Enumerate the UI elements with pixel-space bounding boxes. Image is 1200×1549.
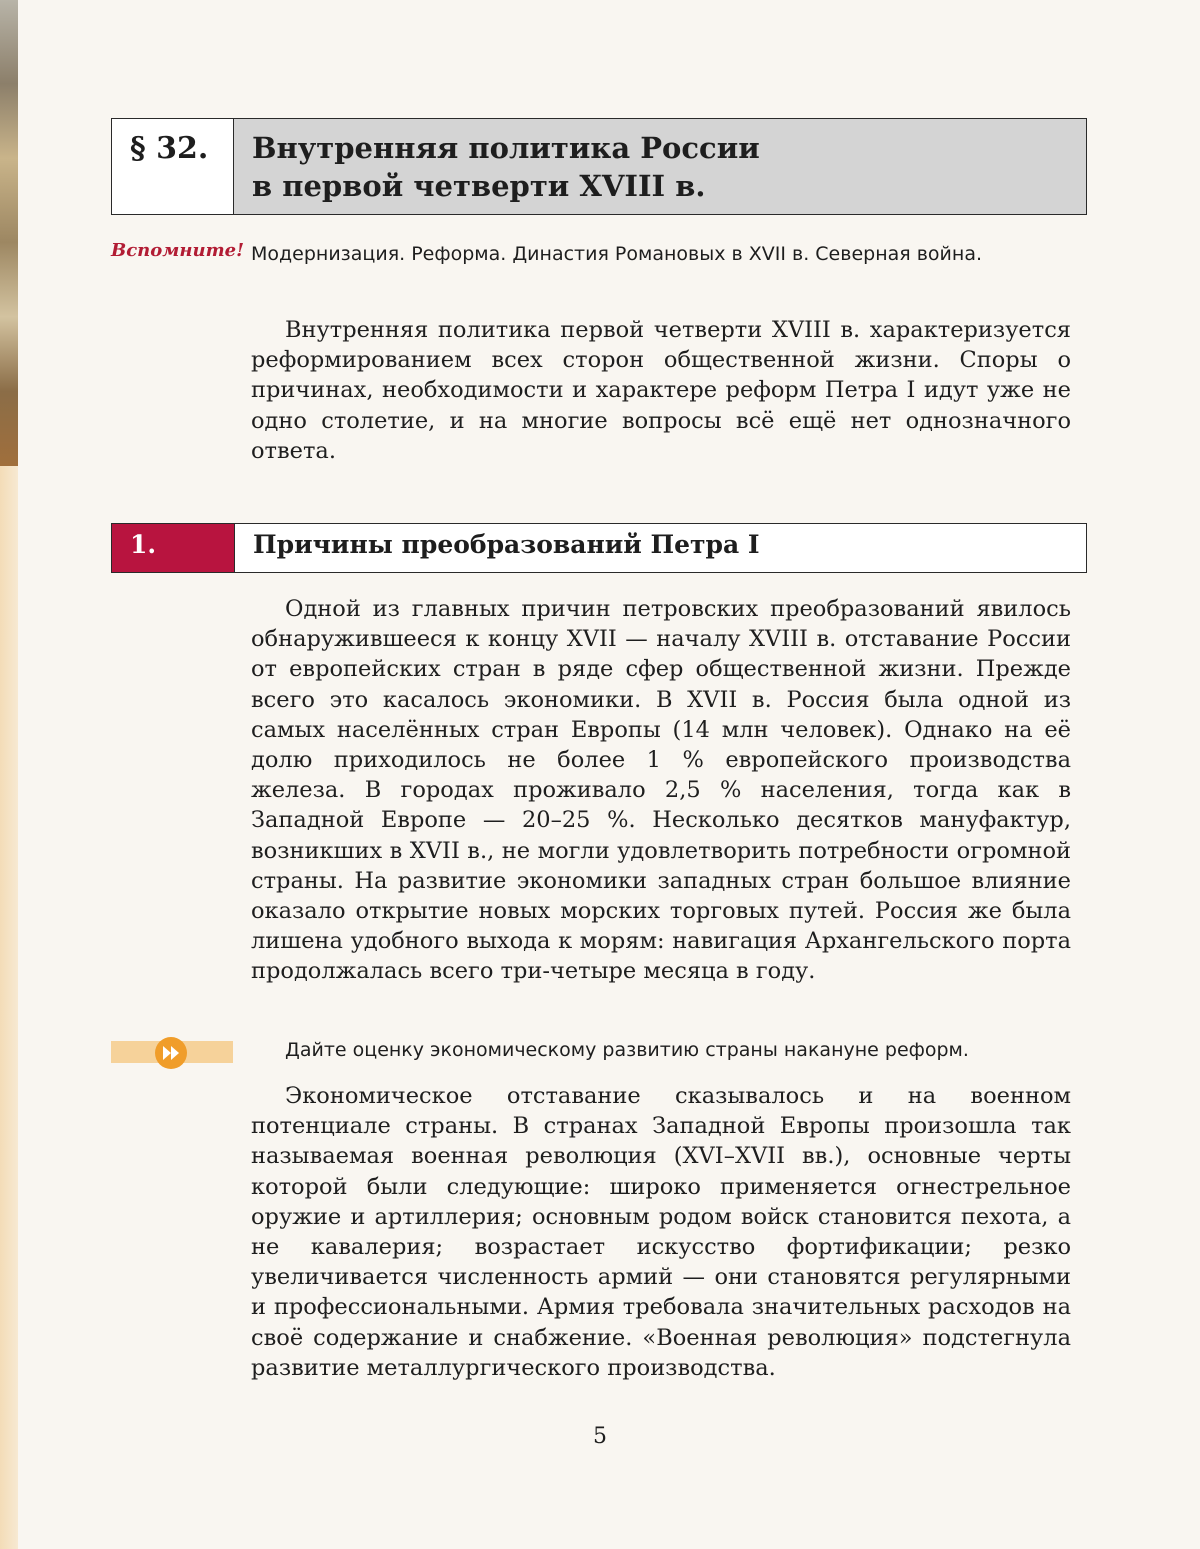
fast-forward-icon [155,1037,187,1069]
section-number: 1. [112,524,234,572]
paragraph-title [234,119,1086,214]
section-header [111,523,1087,573]
question-text: Дайте оценку экономическому развитию страны накануне реформ. [285,1039,969,1061]
paragraph-number: § 32. [112,119,234,214]
intro-paragraph: Внутренняя политика первой четверти XVIII в. характеризуется реформированием всех сторон общественной жизни. Споры о причинах, необходимости и характере реформ Петра I идут уже не одно столетие, и на многие вопросы всё ещё нет однозначного ответа. [251,317,1071,464]
paragraph-header [111,118,1087,215]
remember-text: Модернизация. Реформа. Династия Романовых в XVII в. Северная война. [251,243,983,265]
paragraph-title-line-1: Внутренняя политика России [252,131,760,165]
section-paragraph-1: Одной из главных причин петровских преобразований явилось обнаружившееся к концу XVII — началу XVIII в. отставание России от европейских стран в ряде сфер общественной жизни. Прежде всего это касалось экономики. В XVII в. Россия была одной из самых населённых стран Европы (14 млн человек). Однако на её долю приходилось не более 1 % европейского производства железа. В городах проживало 2,5 % населения, тогда как в Западной Европе — 20–25 %. Несколько десятков мануфактур, возникших в XVII в., не могли удовлетворить потребности огромной страны. На развитие экономики западных стран большое влияние оказало открытие новых морских торговых путей. Россия же была лишена удобного выхода к морям: навигация Архангельского порта продолжалась всего три-четыре месяца в году. [251,596,1071,985]
edge-band [0,466,18,1549]
section-paragraph-2: Экономическое отставание сказывалось и на военном потенциале страны. В странах Западной Европы произошла так называемая военная революция (XVI–XVII вв.), основные черты которой были следующие: широко применяется огнестрельное оружие и артиллерия; основным родом войск становится пехота, а не кавалерия; возрастает искусство фортификации; резко увеличивается численность армий — они становятся регулярными и профессиональными. Армия требовала значительных расходов на своё содержание и снабжение. «Военная революция» подстегнула развитие металлургического производства. [251,1083,1071,1381]
section-title: Причины преобразований Петра I [234,524,1086,572]
remember-label: Вспомните! [111,240,244,261]
paragraph-title-line-2: в первой четверти XVIII в. [252,169,706,203]
page-number: 5 [593,1424,607,1449]
edge-illustration [0,0,18,466]
